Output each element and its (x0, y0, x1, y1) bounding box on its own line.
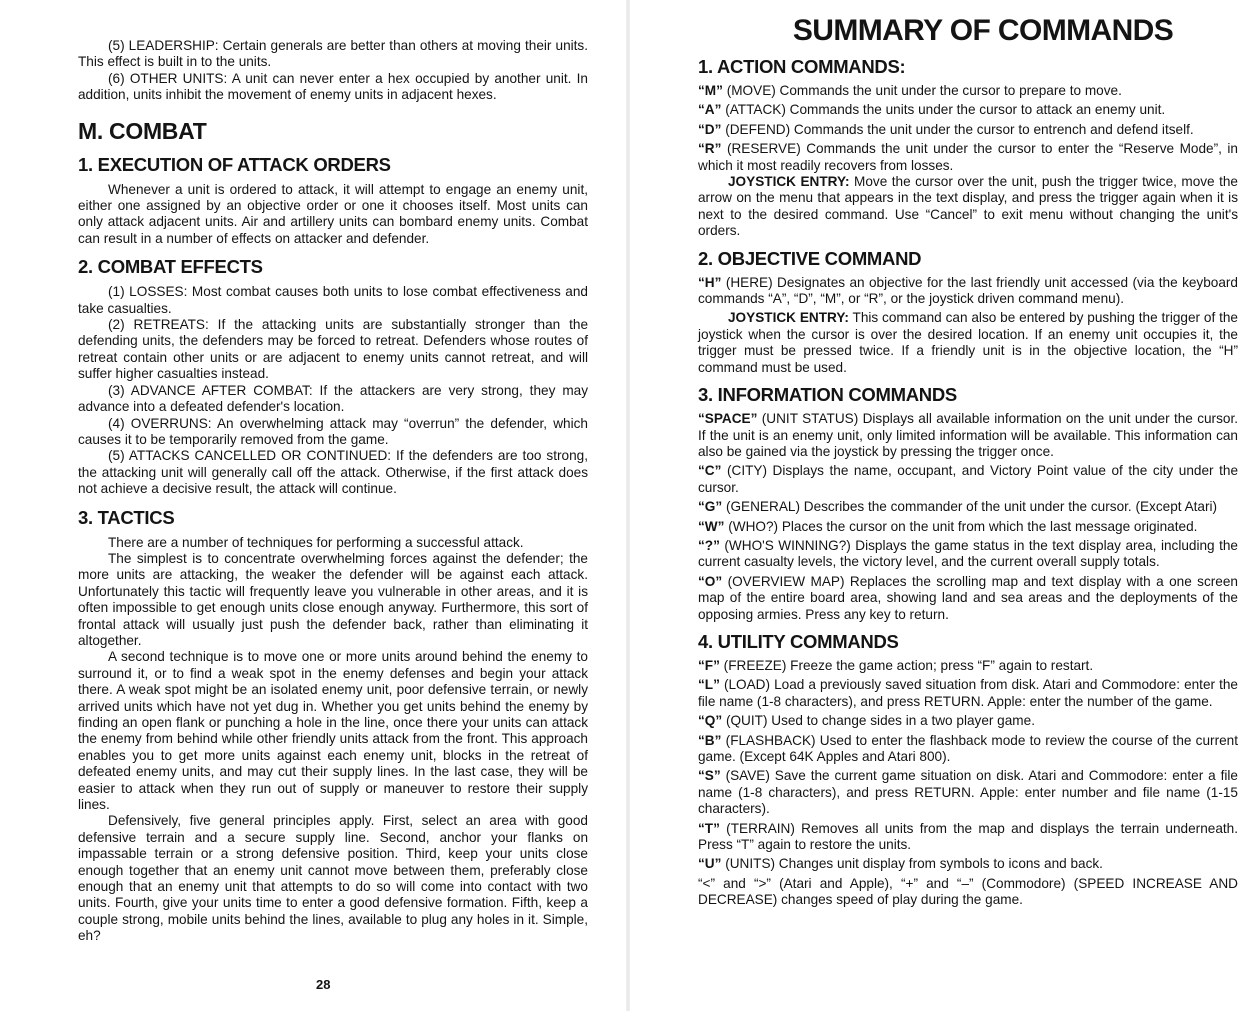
command-key: “F” (698, 657, 720, 673)
retreats-paragraph: (2) RETREATS: If the attacking units are substantially stronger than the defending units, the defenders may be forced to retreat. Defenders whose routes of retreat contain other units or are adjacent to enemy units cannot retreat, and will suffer higher casualties instead. (78, 317, 588, 382)
action-commands-heading: 1. ACTION COMMANDS: (698, 56, 906, 77)
combat-section-title: M. COMBAT (78, 117, 207, 144)
left-page (0, 0, 628, 1011)
command-entry (698, 713, 1238, 729)
command-entry (698, 411, 1238, 460)
right-column (698, 14, 1238, 909)
command-key: “R” (698, 141, 722, 157)
utility-command-list (698, 658, 1238, 909)
command-entry (698, 538, 1238, 571)
command-entry (698, 658, 1238, 674)
command-entry (698, 677, 1238, 710)
command-entry (698, 856, 1238, 872)
command-description: (CITY) Displays the name, occupant, and Victory Point value of the city under the cursor. (698, 463, 1238, 495)
command-key: “O” (698, 573, 723, 589)
command-key: “B” (698, 732, 722, 748)
command-description: (TERRAIN) Removes all units from the map and displays the terrain underneath. Press “T” again to restore the units. (698, 820, 1238, 853)
joystick-label: JOYSTICK ENTRY: (728, 310, 849, 326)
command-description: (WHO?) Places the cursor on the unit from which the last message originated. (724, 518, 1198, 534)
tactics-paragraph: Defensively, five general principles apply. First, select an area with good defensive terrain and a secure supply line. Second, anchor your flanks on impassable terrain or a strong defensive position. Third, keep your units close enough together that an enemy unit cannot move between them, preferably close enough that an enemy unit that attempts to do so will come into contact with two units. Fourth, give your units time to enter a good defensive formation. Fifth, keep a couple strong, mobile units behind the lines, available to plug any holes in it. Simple, eh? (78, 813, 588, 944)
page-number: 28 (316, 977, 331, 992)
command-key: “A” (698, 102, 722, 118)
command-description: (UNIT STATUS) Displays all available information on the unit under the cursor. If the unit is an enemy unit, only limited information will be available. This information can also be gained via the joystick by pressing the trigger once. (698, 411, 1238, 459)
command-entry (698, 83, 1238, 99)
command-key: “G” (698, 499, 723, 515)
command-description: (HERE) Designates an objective for the last friendly unit accessed (via the keyboard commands “A”, “D”, “M”, or “R”, or the joystick driven command menu). (698, 274, 1238, 307)
tactics-paragraph: There are a number of techniques for performing a successful attack. (108, 534, 524, 550)
command-entry (698, 499, 1238, 515)
command-key: “S” (698, 768, 721, 784)
other-units-paragraph: (6) OTHER UNITS: A unit can never enter a hex occupied by another unit. In addition, units inhibit the movement of enemy units in adjacent hexes. (78, 70, 588, 103)
command-entry (698, 574, 1238, 623)
command-description: (MOVE) Commands the unit under the cursor to prepare to move. (722, 83, 1122, 98)
summary-title: SUMMARY OF COMMANDS (792, 14, 1174, 47)
joystick-text: Move the cursor over the unit, push the trigger twice, move the arrow on the menu that appears in the text display, and press the trigger again when it is next to the desired command. Use “Cancel” to exit menu without changing the unit's orders. (698, 174, 1238, 239)
command-description: (GENERAL) Describes the commander of the unit under the cursor. (Except Atari) (722, 499, 1218, 515)
tactics-paragraph: The simplest is to concentrate overwhelming forces against the defender; the more units are attacking, the weaker the defender will be against each attack. Unfortunately this tactic will frequently leave you vulnerable in other areas, and it is often impossible to get enough units close enough anyway. Furthermore, this sort of frontal attack will usually just push the defender back, rather than eliminating it altogether. (78, 550, 588, 648)
action-command-list (698, 83, 1238, 174)
command-entry (698, 768, 1238, 817)
command-entry (698, 519, 1238, 535)
joystick-text: This command can also be entered by pushing the trigger of the joystick when the cursor is over the desired location. If an enemy unit occupies it, the trigger must be pressed twice. If a friendly unit is in the objective location, the “H” command must be used. (698, 310, 1238, 375)
losses-paragraph: (1) LOSSES: Most combat causes both units to lose combat effectiveness and take casualties. (78, 284, 588, 316)
command-key: “H” (698, 274, 722, 290)
command-key: “W” (698, 518, 725, 534)
command-description: (RESERVE) Commands the unit under the cursor to enter the “Reserve Mode”, in which it most readily recovers from losses. (698, 141, 1238, 173)
command-entry (698, 102, 1238, 118)
joystick-label: JOYSTICK ENTRY: (728, 174, 850, 190)
right-page (628, 0, 1257, 1011)
command-description: (WHO'S WINNING?) Displays the game status in the text display area, including the current casualty levels, the victory level, and the current overall supply totals. (698, 537, 1238, 570)
information-command-list (698, 411, 1238, 623)
command-description: (QUIT) Used to change sides in a two player game. (722, 713, 1035, 729)
command-key: “M” (698, 83, 723, 98)
command-key: “SPACE” (698, 411, 758, 427)
utility-commands-heading: 4. UTILITY COMMANDS (698, 630, 899, 652)
command-key: “?” (698, 537, 720, 553)
command-description: (FLASHBACK) Used to enter the flashback mode to review the course of the current game. (Except 64K Apples and Atari 800). (698, 732, 1238, 764)
combat-effects-heading: 2. COMBAT EFFECTS (78, 256, 263, 278)
command-description: “<” and “>” (Atari and Apple), “+” and “–” (Commodore) (SPEED INCREASE AND DECREASE) changes speed of play during the game. (698, 875, 1238, 908)
advance-paragraph: (3) ADVANCE AFTER COMBAT: If the attackers are very strong, they may advance into a defeated defender's location. (78, 382, 588, 415)
command-entry (698, 275, 1238, 308)
tactics-heading: 3. TACTICS (78, 506, 175, 528)
command-key: “L” (698, 677, 720, 693)
tactics-paragraph: A second technique is to move one or more units around behind the enemy to surround it, or to find a weak spot in the enemy defenses and begin your attack there. A weak spot might be an isolated enemy unit, poor defensive terrain, or newly arrived units which have not yet dug in. Whether you get units behind the enemy by finding an open flank or punching a hole in the line, once there your units can attack the enemy from behind while other friendly units attack from the front. This approach enables you to get more units against each enemy unit, blocks in the retreat of defeated enemy units, and may cut their supply lines. In the last case, they will be easier to attack when they run out of supply or maneuver to restore their supply lines. (78, 649, 588, 813)
information-commands-heading: 3. INFORMATION COMMANDS (698, 384, 957, 406)
execution-paragraph: Whenever a unit is ordered to attack, it will attempt to engage an enemy unit, either one assigned by an objective order or one it chooses itself. Most units can only attack adjacent units. Air and artillery units can bombard enemy units. Combat can result in a number of effects on attacker and defender. (78, 181, 588, 246)
command-entry (698, 821, 1238, 854)
command-description: (SAVE) Save the current game situation on disk. Atari and Commodore: enter a file name (1-8 characters), and press RETURN. Apple: enter number and file name (1-15 characters). (698, 768, 1238, 817)
objective-joystick-paragraph (698, 310, 1238, 376)
action-joystick-paragraph (698, 174, 1238, 240)
command-entry (698, 876, 1238, 909)
command-description: (OVERVIEW MAP) Replaces the scrolling map and text display with a one screen map of the entire board area, showing land and sea areas and the deployments of the opposing armies. Press any key to return. (698, 573, 1238, 622)
command-description: (LOAD) Load a previously saved situation from disk. Atari and Commodore: enter the file name (1-8 characters), and press RETURN. Apple: enter the number of the game. (698, 677, 1238, 709)
attacks-cancelled-paragraph: (5) ATTACKS CANCELLED OR CONTINUED: If the defenders are too strong, the attacking unit will generally call off the attack. Otherwise, if the first attack does not achieve a decisive result, the attack will continue. (78, 448, 588, 497)
command-key: “T” (698, 820, 720, 836)
command-description: (UNITS) Changes unit display from symbols to icons and back. (721, 856, 1103, 872)
command-entry (698, 733, 1238, 766)
command-description: (ATTACK) Commands the units under the cursor to attack an enemy unit. (721, 102, 1166, 118)
objective-command-heading: 2. OBJECTIVE COMMAND (698, 247, 922, 269)
command-entry (698, 141, 1238, 174)
left-column (78, 38, 588, 945)
command-key: “C” (698, 463, 722, 479)
command-entry (698, 122, 1238, 138)
execution-heading: 1. EXECUTION OF ATTACK ORDERS (78, 153, 391, 175)
command-description: (FREEZE) Freeze the game action; press “F” again to restart. (719, 657, 1094, 673)
command-key: “Q” (698, 713, 723, 729)
command-key: “U” (698, 856, 722, 872)
command-entry (698, 463, 1238, 496)
leadership-paragraph: (5) LEADERSHIP: Certain generals are better than others at moving their units. This effect is built in to the units. (78, 38, 588, 70)
command-description: (DEFEND) Commands the unit under the cursor to entrench and defend itself. (721, 121, 1194, 137)
overruns-paragraph: (4) OVERRUNS: An overwhelming attack may “overrun” the defender, which causes it to be temporarily removed from the game. (78, 415, 588, 447)
command-key: “D” (698, 121, 722, 137)
